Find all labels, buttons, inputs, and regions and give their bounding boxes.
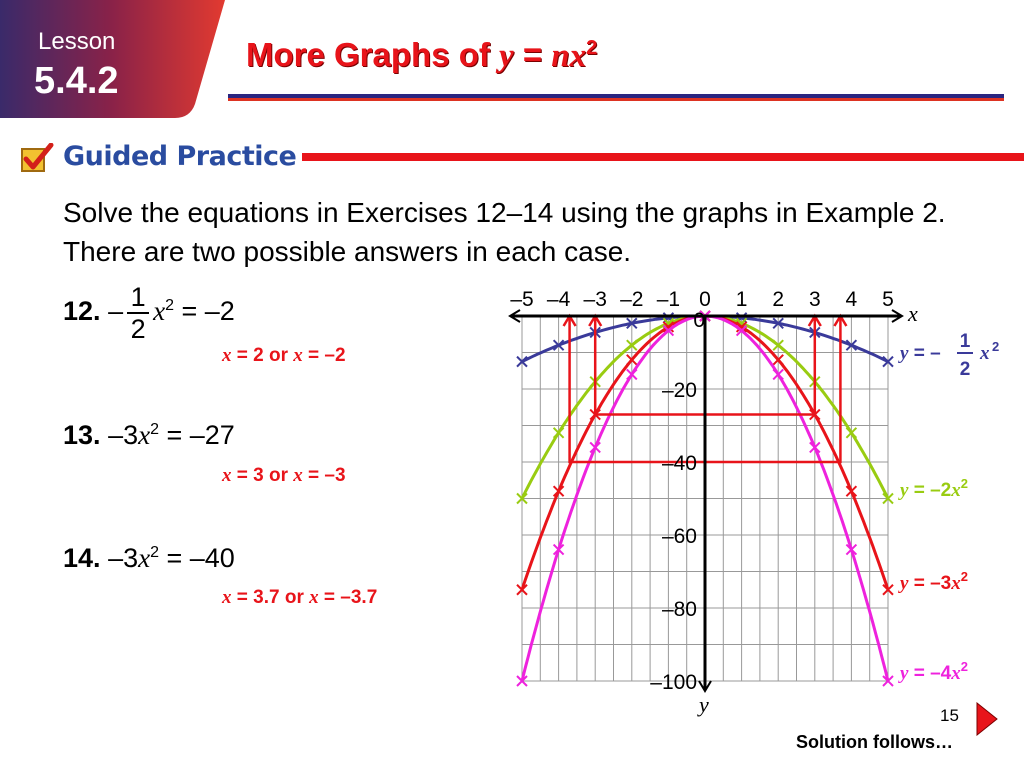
exercise-12: 12. – $\frac{1}{2}$ $x^2 = -2$	[63, 282, 235, 344]
series-frac-bottom: 2	[959, 359, 971, 380]
y-tick-label: –80	[661, 598, 697, 621]
y-tick-label: –20	[661, 379, 697, 402]
y-axis-label: y	[699, 692, 709, 717]
x-tick-label: 2	[772, 288, 785, 311]
x-tick-label: –2	[620, 288, 644, 311]
page-number: 15	[940, 706, 959, 725]
series-exp: 2	[992, 339, 1000, 354]
y-tick-label: 0	[693, 309, 705, 332]
page-title: More Graphs of $y = nx^2$	[246, 36, 598, 74]
x-tick-label: 5	[882, 288, 894, 311]
section-label: Guided Practice	[63, 141, 297, 172]
x-tick-label: –5	[510, 288, 534, 311]
series-label: $y = -4x^2$	[900, 659, 968, 684]
answer-13: x = 3 or x = –3	[222, 465, 346, 486]
answer-14: x = 3.7 or x = –3.7	[222, 587, 378, 608]
series-frac-top: 1	[959, 331, 971, 352]
series-label: y = –	[900, 343, 941, 364]
solution-follows-text: Solution follows…	[796, 732, 953, 752]
y-tick-label: –60	[661, 525, 697, 548]
x-axis-label: x	[908, 301, 918, 326]
y-tick-label: –100	[650, 671, 697, 694]
x-tick-label: 1	[735, 288, 748, 311]
x-tick-label: 4	[845, 288, 858, 311]
exercise-13: 13. $-3x^2 = -27$	[63, 420, 235, 450]
exercise-14: 14. $-3x^2 = -40$	[63, 543, 235, 573]
x-tick-label: 0	[699, 288, 711, 311]
series-var: x	[980, 343, 990, 364]
series-label: $y = -3x^2$	[900, 569, 968, 594]
instructions: Solve the equations in Exercises 12–14 using the graphs in Example 2. There are two possible answers in each case.	[63, 197, 946, 267]
x-tick-label: 3	[808, 288, 821, 311]
lesson-number: 5.4.2	[34, 60, 119, 102]
lesson-label: Lesson	[38, 28, 116, 55]
fraction: $\frac{1}{2}$	[127, 282, 149, 344]
y-tick-label: –40	[661, 452, 697, 475]
answer-12: x = 2 or x = –2	[222, 345, 346, 366]
next-arrow-icon[interactable]	[975, 702, 999, 736]
series-label: $y = -2x^2$	[900, 476, 968, 501]
x-tick-label: –1	[656, 288, 681, 311]
x-tick-label: –4	[546, 288, 571, 311]
x-tick-label: –3	[583, 288, 607, 311]
